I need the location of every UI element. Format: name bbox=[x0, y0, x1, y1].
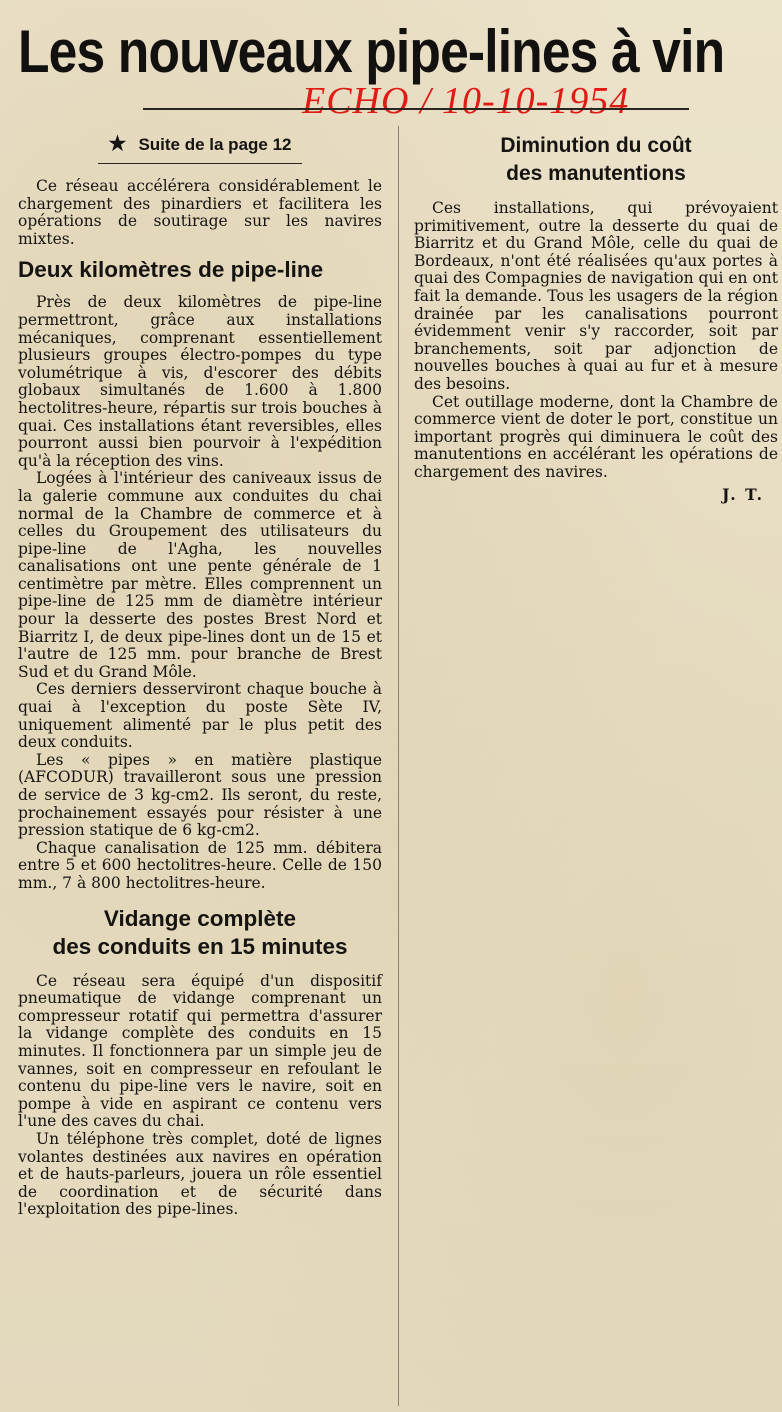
right-column bbox=[414, 132, 778, 503]
section-title-vidange-line2: des conduits en 15 minutes bbox=[52, 933, 348, 959]
section-title-vidange-line1: Vidange complète bbox=[103, 905, 297, 931]
intro-paragraph: Ce réseau accélérera considérablement le chargement des pinardiers et facilitera les opérations de soutirage sur les navires mixtes. bbox=[18, 177, 382, 248]
paragraph: Ce réseau sera équipé d'un dispositif pneumatique de vidange comprenant un compresseur rotatif qui permettra d'assurer la vidange complète des conduits en 15 minutes. Il fonctionnera par un simple jeu de vannes, soit en compresseur en refoulant le contenu du pipe-line vers le navire, soit en pompe à vide en aspirant ce contenu vers l'une des caves du chai. bbox=[18, 971, 382, 1131]
paragraph: Les « pipes » en matière plastique (AFCODUR) travailleront sous une pression de service de 3 kg-cm2. Ils seront, du reste, prochainement essayés pour résister à une pression statique de 6 kg-cm2. bbox=[18, 750, 382, 840]
section-title-pipeline: Deux kilomètres de pipe-line bbox=[18, 257, 324, 283]
column-divider bbox=[398, 126, 399, 1406]
source-date-stamp: ECHO / 10-10-1954 bbox=[302, 80, 630, 122]
paragraph: Un téléphone très complet, doté de lignes volantes destinées aux navires en opération et de hauts-parleurs, jouera un rôle essentiel de coordination et de sécurité dans l'exploitation des pipe-lines. bbox=[18, 1129, 382, 1219]
paragraph: Près de deux kilomètres de pipe-line permettront, grâce aux installations mécaniques, comprenant essentiellement plusieurs groupes électro-pompes du type volumétrique à vis, d'escorer des débits globaux simultanés de 1.600 à 1.800 hectolitres-heure, répartis sur trois bouches à quai. Ces installations étant reversibles, elles pourront aussi bien pourvoir à l'expédition qu'à la réception des vins. bbox=[18, 293, 382, 470]
star-icon: ★ bbox=[108, 133, 127, 155]
paragraph: Logées à l'intérieur des caniveaux issus de la galerie commune aux conduites du chai normal de la Chambre de commerce et à celles du Groupement des utilisateurs du pipe-line de l'Agha, les nouvelles canalisations ont une pente générale de 1 centimètre par mètre. Elles comprennent un pipe-line de 125 mm de diamètre intérieur pour la desserte des postes Brest Nord et Biarritz I, de deux pipe-lines dont un de 15 et l'autre de 125 mm. pour branche de Brest Sud et du Grand Môle. bbox=[18, 469, 382, 681]
paragraph: Ces installations, qui prévoyaient primitivement, outre la desserte du quai de Biarritz et du Grand Môle, celle du quai de Bordeaux, n'ont été réalisées qu'aux portes à quai des Compagnies de navigation qui en ont fait la demande. Tous les usagers de la région drainée par les canalisations pourront évidemment venir s'y raccorder, soit par branchements, soit par adjonction de nouvelles bouches à quai au fur et à mesure des besoins. bbox=[414, 199, 778, 393]
section-title-cout-line1: Diminution du coût bbox=[500, 134, 692, 157]
paragraph: Ces derniers desserviront chaque bouche à quai à l'exception du poste Sète IV, uniquement alimenté par le plus petit des deux conduits. bbox=[18, 680, 382, 752]
left-column bbox=[18, 132, 382, 1219]
continuation-note bbox=[98, 132, 302, 164]
author-signature: J. T. bbox=[722, 484, 764, 504]
headline-rule bbox=[143, 108, 689, 110]
continuation-label: Suite de la page 12 bbox=[138, 135, 292, 154]
paragraph: Chaque canalisation de 125 mm. débitera entre 5 et 600 hectolitres-heure. Celle de 150 mm., 7 à 800 hectolitres-heure. bbox=[18, 838, 382, 892]
section-title-cout-line2: des manutentions bbox=[506, 162, 686, 185]
paragraph: Cet outillage moderne, dont la Chambre de commerce vient de doter le port, constitue un important progrès qui diminuera le coût des manutentions en accélérant les opérations de chargement des navires. bbox=[414, 392, 778, 481]
headline: Les nouveaux pipe-lines à vin bbox=[18, 18, 725, 85]
